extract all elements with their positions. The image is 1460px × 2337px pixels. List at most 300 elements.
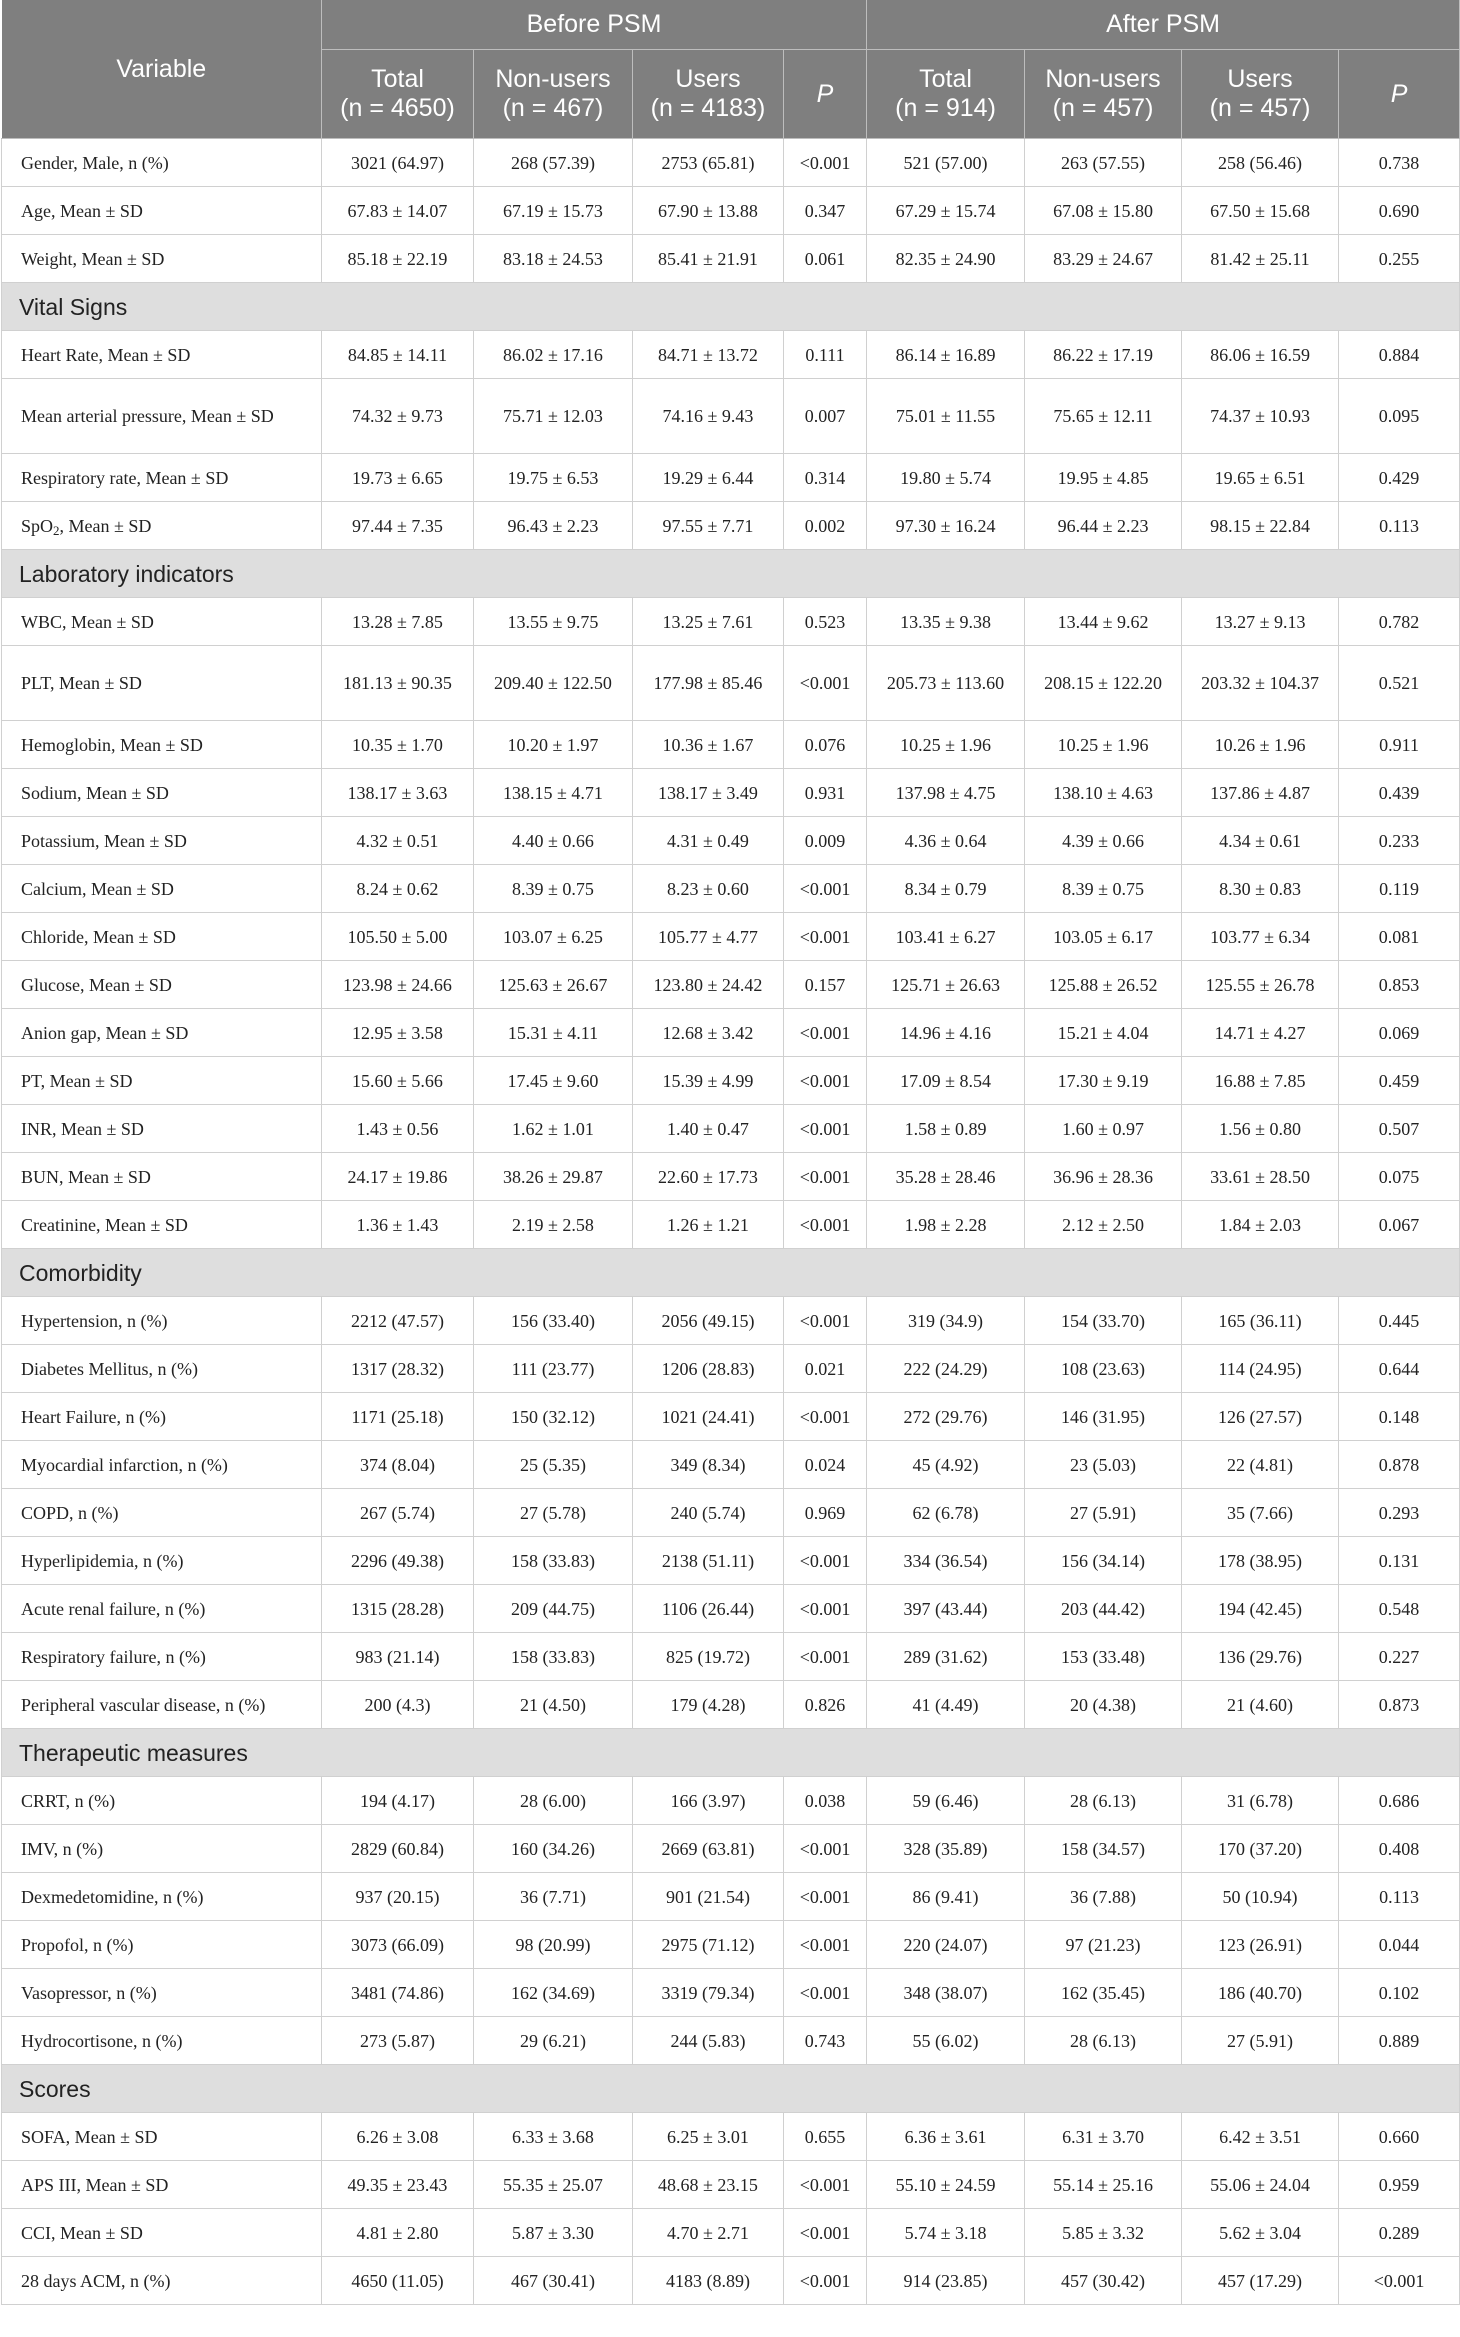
- p-value-cell: 0.255: [1339, 235, 1460, 283]
- p-value-cell: <0.001: [784, 1873, 867, 1921]
- table-cell: 156 (34.14): [1025, 1537, 1182, 1585]
- row-label: CCI, Mean ± SD: [2, 2209, 322, 2257]
- row-label: CRRT, n (%): [2, 1777, 322, 1825]
- table-header: [2, 0, 1460, 139]
- section-row: [2, 2065, 1460, 2113]
- row-label: Hemoglobin, Mean ± SD: [2, 721, 322, 769]
- p-value-cell: <0.001: [784, 1393, 867, 1441]
- table-cell: 67.50 ± 15.68: [1182, 187, 1339, 235]
- table-cell: 15.31 ± 4.11: [474, 1009, 633, 1057]
- table-cell: 1.58 ± 0.89: [867, 1105, 1025, 1153]
- table-cell: 12.68 ± 3.42: [633, 1009, 784, 1057]
- table-row: [2, 2209, 1460, 2257]
- table-cell: 179 (4.28): [633, 1681, 784, 1729]
- table-cell: 19.95 ± 4.85: [1025, 454, 1182, 502]
- p-value-cell: 0.884: [1339, 331, 1460, 379]
- table-cell: 334 (36.54): [867, 1537, 1025, 1585]
- table-cell: 10.35 ± 1.70: [322, 721, 474, 769]
- table-cell: 8.23 ± 0.60: [633, 865, 784, 913]
- table-cell: 267 (5.74): [322, 1489, 474, 1537]
- table-cell: 10.25 ± 1.96: [867, 721, 1025, 769]
- p-value-cell: 0.853: [1339, 961, 1460, 1009]
- table-row: [2, 1777, 1460, 1825]
- row-label: Hydrocortisone, n (%): [2, 2017, 322, 2065]
- table-cell: 16.88 ± 7.85: [1182, 1057, 1339, 1105]
- table-cell: 23 (5.03): [1025, 1441, 1182, 1489]
- row-label: Age, Mean ± SD: [2, 187, 322, 235]
- table-cell: 165 (36.11): [1182, 1297, 1339, 1345]
- p-value-cell: 0.113: [1339, 502, 1460, 550]
- table-cell: 17.30 ± 9.19: [1025, 1057, 1182, 1105]
- row-label: Heart Rate, Mean ± SD: [2, 331, 322, 379]
- table-row: [2, 331, 1460, 379]
- table-cell: 21 (4.60): [1182, 1681, 1339, 1729]
- table-cell: 13.27 ± 9.13: [1182, 598, 1339, 646]
- table-cell: 208.15 ± 122.20: [1025, 646, 1182, 721]
- table-cell: 8.24 ± 0.62: [322, 865, 474, 913]
- table-cell: 467 (30.41): [474, 2257, 633, 2305]
- p-value-cell: 0.931: [784, 769, 867, 817]
- p-value-cell: <0.001: [784, 1825, 867, 1873]
- table-row: [2, 721, 1460, 769]
- table-cell: 96.43 ± 2.23: [474, 502, 633, 550]
- table-cell: 2296 (49.38): [322, 1537, 474, 1585]
- p-value-cell: 0.009: [784, 817, 867, 865]
- table-cell: 4.31 ± 0.49: [633, 817, 784, 865]
- row-label-suffix: , Mean ± SD: [59, 515, 152, 536]
- p-value-cell: <0.001: [1339, 2257, 1460, 2305]
- table-cell: 10.26 ± 1.96: [1182, 721, 1339, 769]
- section-title: Comorbidity: [2, 1249, 1460, 1297]
- row-label: Respiratory rate, Mean ± SD: [2, 454, 322, 502]
- table-cell: 10.20 ± 1.97: [474, 721, 633, 769]
- row-label: Myocardial infarction, n (%): [2, 1441, 322, 1489]
- table-cell: 1.98 ± 2.28: [867, 1201, 1025, 1249]
- table-cell: 86.06 ± 16.59: [1182, 331, 1339, 379]
- p-value-cell: 0.521: [1339, 646, 1460, 721]
- table-cell: 1.84 ± 2.03: [1182, 1201, 1339, 1249]
- table-cell: 3481 (74.86): [322, 1969, 474, 2017]
- row-label: Acute renal failure, n (%): [2, 1585, 322, 1633]
- table-cell: 74.32 ± 9.73: [322, 379, 474, 454]
- table-cell: 178 (38.95): [1182, 1537, 1339, 1585]
- table-cell: 8.30 ± 0.83: [1182, 865, 1339, 913]
- table-cell: 3319 (79.34): [633, 1969, 784, 2017]
- table-cell: 13.35 ± 9.38: [867, 598, 1025, 646]
- table-cell: 13.28 ± 7.85: [322, 598, 474, 646]
- table-row: [2, 1681, 1460, 1729]
- row-label: Propofol, n (%): [2, 1921, 322, 1969]
- p-value-cell: 0.131: [1339, 1537, 1460, 1585]
- p-value-cell: 0.119: [1339, 865, 1460, 913]
- table-cell: 27 (5.91): [1182, 2017, 1339, 2065]
- row-label: Hyperlipidemia, n (%): [2, 1537, 322, 1585]
- table-cell: 8.34 ± 0.79: [867, 865, 1025, 913]
- table-cell: 50 (10.94): [1182, 1873, 1339, 1921]
- table-cell: 15.39 ± 4.99: [633, 1057, 784, 1105]
- table-cell: 1.36 ± 1.43: [322, 1201, 474, 1249]
- table-cell: 397 (43.44): [867, 1585, 1025, 1633]
- table-cell: 31 (6.78): [1182, 1777, 1339, 1825]
- table-cell: 5.62 ± 3.04: [1182, 2209, 1339, 2257]
- p-value-cell: <0.001: [784, 865, 867, 913]
- table-row: [2, 1345, 1460, 1393]
- p-value-cell: <0.001: [784, 646, 867, 721]
- table-row: [2, 1873, 1460, 1921]
- p-value-cell: 0.113: [1339, 1873, 1460, 1921]
- table-cell: 170 (37.20): [1182, 1825, 1339, 1873]
- table-row: [2, 139, 1460, 187]
- row-label: Vasopressor, n (%): [2, 1969, 322, 2017]
- table-cell: 1.43 ± 0.56: [322, 1105, 474, 1153]
- table-cell: 35 (7.66): [1182, 1489, 1339, 1537]
- p-value-cell: <0.001: [784, 1297, 867, 1345]
- row-label: APS III, Mean ± SD: [2, 2161, 322, 2209]
- p-value-cell: 0.969: [784, 1489, 867, 1537]
- p-value-cell: 0.075: [1339, 1153, 1460, 1201]
- table-cell: 74.16 ± 9.43: [633, 379, 784, 454]
- table-cell: 6.26 ± 3.08: [322, 2113, 474, 2161]
- variable-header: Variable: [2, 0, 322, 139]
- table-cell: 983 (21.14): [322, 1633, 474, 1681]
- table-cell: 27 (5.78): [474, 1489, 633, 1537]
- column-header-name: Non-users: [1045, 65, 1161, 93]
- table-cell: 75.65 ± 12.11: [1025, 379, 1182, 454]
- table-cell: 150 (32.12): [474, 1393, 633, 1441]
- table-cell: 4.70 ± 2.71: [633, 2209, 784, 2257]
- p-value-cell: 0.007: [784, 379, 867, 454]
- row-label: Sodium, Mean ± SD: [2, 769, 322, 817]
- table-row: [2, 865, 1460, 913]
- p-value-cell: 0.044: [1339, 1921, 1460, 1969]
- table-row: [2, 1393, 1460, 1441]
- table-cell: 457 (17.29): [1182, 2257, 1339, 2305]
- table-cell: 36 (7.88): [1025, 1873, 1182, 1921]
- table-cell: 209.40 ± 122.50: [474, 646, 633, 721]
- table-cell: 19.29 ± 6.44: [633, 454, 784, 502]
- table-cell: 240 (5.74): [633, 1489, 784, 1537]
- table-cell: 937 (20.15): [322, 1873, 474, 1921]
- table-cell: 2669 (63.81): [633, 1825, 784, 1873]
- table-cell: 10.36 ± 1.67: [633, 721, 784, 769]
- table-cell: 86.22 ± 17.19: [1025, 331, 1182, 379]
- p-value-cell: 0.233: [1339, 817, 1460, 865]
- table-cell: 36.96 ± 28.36: [1025, 1153, 1182, 1201]
- table-cell: 38.26 ± 29.87: [474, 1153, 633, 1201]
- p-value-cell: 0.021: [784, 1345, 867, 1393]
- column-header: [867, 50, 1025, 139]
- row-label: Dexmedetomidine, n (%): [2, 1873, 322, 1921]
- table-cell: 85.41 ± 21.91: [633, 235, 784, 283]
- row-label: Peripheral vascular disease, n (%): [2, 1681, 322, 1729]
- p-value-cell: <0.001: [784, 1105, 867, 1153]
- column-header-n: (n = 457): [1052, 94, 1154, 122]
- p-value-cell: <0.001: [784, 1585, 867, 1633]
- table-cell: 103.41 ± 6.27: [867, 913, 1025, 961]
- table-cell: 138.17 ± 3.49: [633, 769, 784, 817]
- table-cell: 19.73 ± 6.65: [322, 454, 474, 502]
- table-row: [2, 2257, 1460, 2305]
- table-cell: 348 (38.07): [867, 1969, 1025, 2017]
- table-cell: 98 (20.99): [474, 1921, 633, 1969]
- p-value-cell: 0.660: [1339, 2113, 1460, 2161]
- table-cell: 29 (6.21): [474, 2017, 633, 2065]
- table-row: [2, 1105, 1460, 1153]
- p-value-cell: 0.782: [1339, 598, 1460, 646]
- table-cell: 162 (34.69): [474, 1969, 633, 2017]
- table-cell: 8.39 ± 0.75: [474, 865, 633, 913]
- table-cell: 521 (57.00): [867, 139, 1025, 187]
- table-cell: 67.08 ± 15.80: [1025, 187, 1182, 235]
- row-label-text: SpO: [21, 515, 54, 536]
- p-value-cell: 0.314: [784, 454, 867, 502]
- p-value-cell: <0.001: [784, 1153, 867, 1201]
- table-cell: 125.55 ± 26.78: [1182, 961, 1339, 1009]
- p-value-cell: 0.061: [784, 235, 867, 283]
- p-value-cell: 0.148: [1339, 1393, 1460, 1441]
- table-cell: 67.90 ± 13.88: [633, 187, 784, 235]
- p-value-cell: 0.889: [1339, 2017, 1460, 2065]
- column-header-n: (n = 457): [1209, 94, 1311, 122]
- table-cell: 203.32 ± 104.37: [1182, 646, 1339, 721]
- p-value-cell: 0.548: [1339, 1585, 1460, 1633]
- table-cell: 55.10 ± 24.59: [867, 2161, 1025, 2209]
- row-label: Mean arterial pressure, Mean ± SD: [2, 379, 322, 454]
- row-label-subscript: 2: [53, 522, 60, 538]
- table-cell: 36 (7.71): [474, 1873, 633, 1921]
- column-header-n: (n = 4650): [340, 94, 455, 122]
- table-row: [2, 1633, 1460, 1681]
- section-title: Scores: [2, 2065, 1460, 2113]
- table-cell: 328 (35.89): [867, 1825, 1025, 1873]
- p-value-cell: 0.289: [1339, 2209, 1460, 2257]
- section-title: Vital Signs: [2, 283, 1460, 331]
- table-cell: 19.75 ± 6.53: [474, 454, 633, 502]
- row-label: Potassium, Mean ± SD: [2, 817, 322, 865]
- p-value-cell: <0.001: [784, 1057, 867, 1105]
- table-cell: 84.71 ± 13.72: [633, 331, 784, 379]
- p-value-cell: <0.001: [784, 1009, 867, 1057]
- table-cell: 85.18 ± 22.19: [322, 235, 474, 283]
- table-cell: 272 (29.76): [867, 1393, 1025, 1441]
- table-row: [2, 598, 1460, 646]
- p-value-cell: 0.067: [1339, 1201, 1460, 1249]
- column-header-n: (n = 4183): [650, 94, 766, 122]
- p-value-cell: 0.002: [784, 502, 867, 550]
- table-cell: 86.14 ± 16.89: [867, 331, 1025, 379]
- table-cell: 3021 (64.97): [322, 139, 474, 187]
- table-cell: 125.71 ± 26.63: [867, 961, 1025, 1009]
- row-label: Hypertension, n (%): [2, 1297, 322, 1345]
- table-cell: 374 (8.04): [322, 1441, 474, 1489]
- table-cell: 48.68 ± 23.15: [633, 2161, 784, 2209]
- table-row: [2, 817, 1460, 865]
- p-value-cell: 0.445: [1339, 1297, 1460, 1345]
- table-cell: 4.39 ± 0.66: [1025, 817, 1182, 865]
- group-header-after-psm: After PSM: [867, 0, 1460, 50]
- column-header: [784, 50, 867, 139]
- column-header-name: Users: [675, 65, 741, 93]
- p-value-cell: <0.001: [784, 2209, 867, 2257]
- table-row: [2, 913, 1460, 961]
- section-row: [2, 550, 1460, 598]
- p-value-cell: <0.001: [784, 2161, 867, 2209]
- table-cell: 137.86 ± 4.87: [1182, 769, 1339, 817]
- table-cell: 82.35 ± 24.90: [867, 235, 1025, 283]
- table-cell: 35.28 ± 28.46: [867, 1153, 1025, 1201]
- table-cell: 98.15 ± 22.84: [1182, 502, 1339, 550]
- table-row: [2, 1441, 1460, 1489]
- table-cell: 125.63 ± 26.67: [474, 961, 633, 1009]
- table-cell: 2975 (71.12): [633, 1921, 784, 1969]
- p-value-cell: <0.001: [784, 913, 867, 961]
- table-row: [2, 961, 1460, 1009]
- column-header-name: Non-users: [495, 65, 611, 93]
- p-value-cell: 0.111: [784, 331, 867, 379]
- table-cell: 103.05 ± 6.17: [1025, 913, 1182, 961]
- table-cell: 55.35 ± 25.07: [474, 2161, 633, 2209]
- table-cell: 17.45 ± 9.60: [474, 1057, 633, 1105]
- table-cell: 138.15 ± 4.71: [474, 769, 633, 817]
- table-row: [2, 1921, 1460, 1969]
- p-value-cell: 0.024: [784, 1441, 867, 1489]
- table-cell: 6.36 ± 3.61: [867, 2113, 1025, 2161]
- table-cell: 4.36 ± 0.64: [867, 817, 1025, 865]
- p-value-cell: <0.001: [784, 1537, 867, 1585]
- table-cell: 81.42 ± 25.11: [1182, 235, 1339, 283]
- row-label: 28 days ACM, n (%): [2, 2257, 322, 2305]
- table-cell: 86.02 ± 17.16: [474, 331, 633, 379]
- table-cell: 2056 (49.15): [633, 1297, 784, 1345]
- table-cell: 1.62 ± 1.01: [474, 1105, 633, 1153]
- table-cell: 67.19 ± 15.73: [474, 187, 633, 235]
- row-label: WBC, Mean ± SD: [2, 598, 322, 646]
- table-cell: 67.83 ± 14.07: [322, 187, 474, 235]
- column-header-name: Users: [1227, 65, 1293, 93]
- section-title: Therapeutic measures: [2, 1729, 1460, 1777]
- p-value-cell: 0.655: [784, 2113, 867, 2161]
- column-header: [1339, 50, 1460, 139]
- table-cell: 244 (5.83): [633, 2017, 784, 2065]
- p-value-cell: 0.293: [1339, 1489, 1460, 1537]
- table-cell: 153 (33.48): [1025, 1633, 1182, 1681]
- table-cell: 74.37 ± 10.93: [1182, 379, 1339, 454]
- p-value-cell: 0.644: [1339, 1345, 1460, 1393]
- p-value-cell: <0.001: [784, 1969, 867, 2017]
- table-cell: 13.55 ± 9.75: [474, 598, 633, 646]
- table-cell: 2212 (47.57): [322, 1297, 474, 1345]
- table-cell: 10.25 ± 1.96: [1025, 721, 1182, 769]
- row-label: [2, 502, 322, 550]
- p-value-cell: <0.001: [784, 139, 867, 187]
- table-cell: 83.18 ± 24.53: [474, 235, 633, 283]
- table-cell: 126 (27.57): [1182, 1393, 1339, 1441]
- row-label: INR, Mean ± SD: [2, 1105, 322, 1153]
- table-cell: 59 (6.46): [867, 1777, 1025, 1825]
- row-label: COPD, n (%): [2, 1489, 322, 1537]
- table-cell: 1.26 ± 1.21: [633, 1201, 784, 1249]
- table-cell: 105.77 ± 4.77: [633, 913, 784, 961]
- table-cell: 319 (34.9): [867, 1297, 1025, 1345]
- table-cell: 186 (40.70): [1182, 1969, 1339, 2017]
- table-cell: 67.29 ± 15.74: [867, 187, 1025, 235]
- table-cell: 6.33 ± 3.68: [474, 2113, 633, 2161]
- table-cell: 138.10 ± 4.63: [1025, 769, 1182, 817]
- table-row: [2, 1057, 1460, 1105]
- table-cell: 1315 (28.28): [322, 1585, 474, 1633]
- table-cell: 825 (19.72): [633, 1633, 784, 1681]
- table-cell: 2.19 ± 2.58: [474, 1201, 633, 1249]
- p-value-cell: 0.102: [1339, 1969, 1460, 2017]
- section-row: [2, 1729, 1460, 1777]
- table-cell: 108 (23.63): [1025, 1345, 1182, 1393]
- table-cell: 21 (4.50): [474, 1681, 633, 1729]
- table-row: [2, 769, 1460, 817]
- row-label: Diabetes Mellitus, n (%): [2, 1345, 322, 1393]
- table-cell: 158 (34.57): [1025, 1825, 1182, 1873]
- table-row: [2, 1825, 1460, 1873]
- p-value-cell: 0.959: [1339, 2161, 1460, 2209]
- table-row: [2, 187, 1460, 235]
- table-cell: 2138 (51.11): [633, 1537, 784, 1585]
- table-cell: 901 (21.54): [633, 1873, 784, 1921]
- table-cell: 5.74 ± 3.18: [867, 2209, 1025, 2257]
- table-row: [2, 1153, 1460, 1201]
- table-row: [2, 1537, 1460, 1585]
- table-cell: 181.13 ± 90.35: [322, 646, 474, 721]
- table-cell: 123.80 ± 24.42: [633, 961, 784, 1009]
- p-value-cell: 0.743: [784, 2017, 867, 2065]
- row-label: Calcium, Mean ± SD: [2, 865, 322, 913]
- table-cell: 6.25 ± 3.01: [633, 2113, 784, 2161]
- row-label: Respiratory failure, n (%): [2, 1633, 322, 1681]
- p-value-cell: 0.076: [784, 721, 867, 769]
- table-cell: 15.60 ± 5.66: [322, 1057, 474, 1105]
- p-value-cell: 0.873: [1339, 1681, 1460, 1729]
- row-label: Creatinine, Mean ± SD: [2, 1201, 322, 1249]
- table-cell: 96.44 ± 2.23: [1025, 502, 1182, 550]
- column-header: [474, 50, 633, 139]
- table-cell: 4.40 ± 0.66: [474, 817, 633, 865]
- table-cell: 289 (31.62): [867, 1633, 1025, 1681]
- table-cell: 136 (29.76): [1182, 1633, 1339, 1681]
- table-cell: 349 (8.34): [633, 1441, 784, 1489]
- table-cell: 1.40 ± 0.47: [633, 1105, 784, 1153]
- table-cell: 97.55 ± 7.71: [633, 502, 784, 550]
- table-cell: 158 (33.83): [474, 1537, 633, 1585]
- table-row: [2, 1489, 1460, 1537]
- table-cell: 84.85 ± 14.11: [322, 331, 474, 379]
- table-cell: 55.06 ± 24.04: [1182, 2161, 1339, 2209]
- row-label: Chloride, Mean ± SD: [2, 913, 322, 961]
- column-header: [322, 50, 474, 139]
- table-cell: 1106 (26.44): [633, 1585, 784, 1633]
- table-row: [2, 379, 1460, 454]
- table-cell: 263 (57.55): [1025, 139, 1182, 187]
- table-cell: 19.65 ± 6.51: [1182, 454, 1339, 502]
- table-cell: 4183 (8.89): [633, 2257, 784, 2305]
- table-cell: 28 (6.13): [1025, 1777, 1182, 1825]
- table-cell: 24.17 ± 19.86: [322, 1153, 474, 1201]
- table-cell: 103.77 ± 6.34: [1182, 913, 1339, 961]
- table-cell: 6.42 ± 3.51: [1182, 2113, 1339, 2161]
- p-value-cell: 0.069: [1339, 1009, 1460, 1057]
- table-cell: 28 (6.00): [474, 1777, 633, 1825]
- table-cell: 1171 (25.18): [322, 1393, 474, 1441]
- table-cell: 103.07 ± 6.25: [474, 913, 633, 961]
- table-cell: 97.30 ± 16.24: [867, 502, 1025, 550]
- table-cell: 86 (9.41): [867, 1873, 1025, 1921]
